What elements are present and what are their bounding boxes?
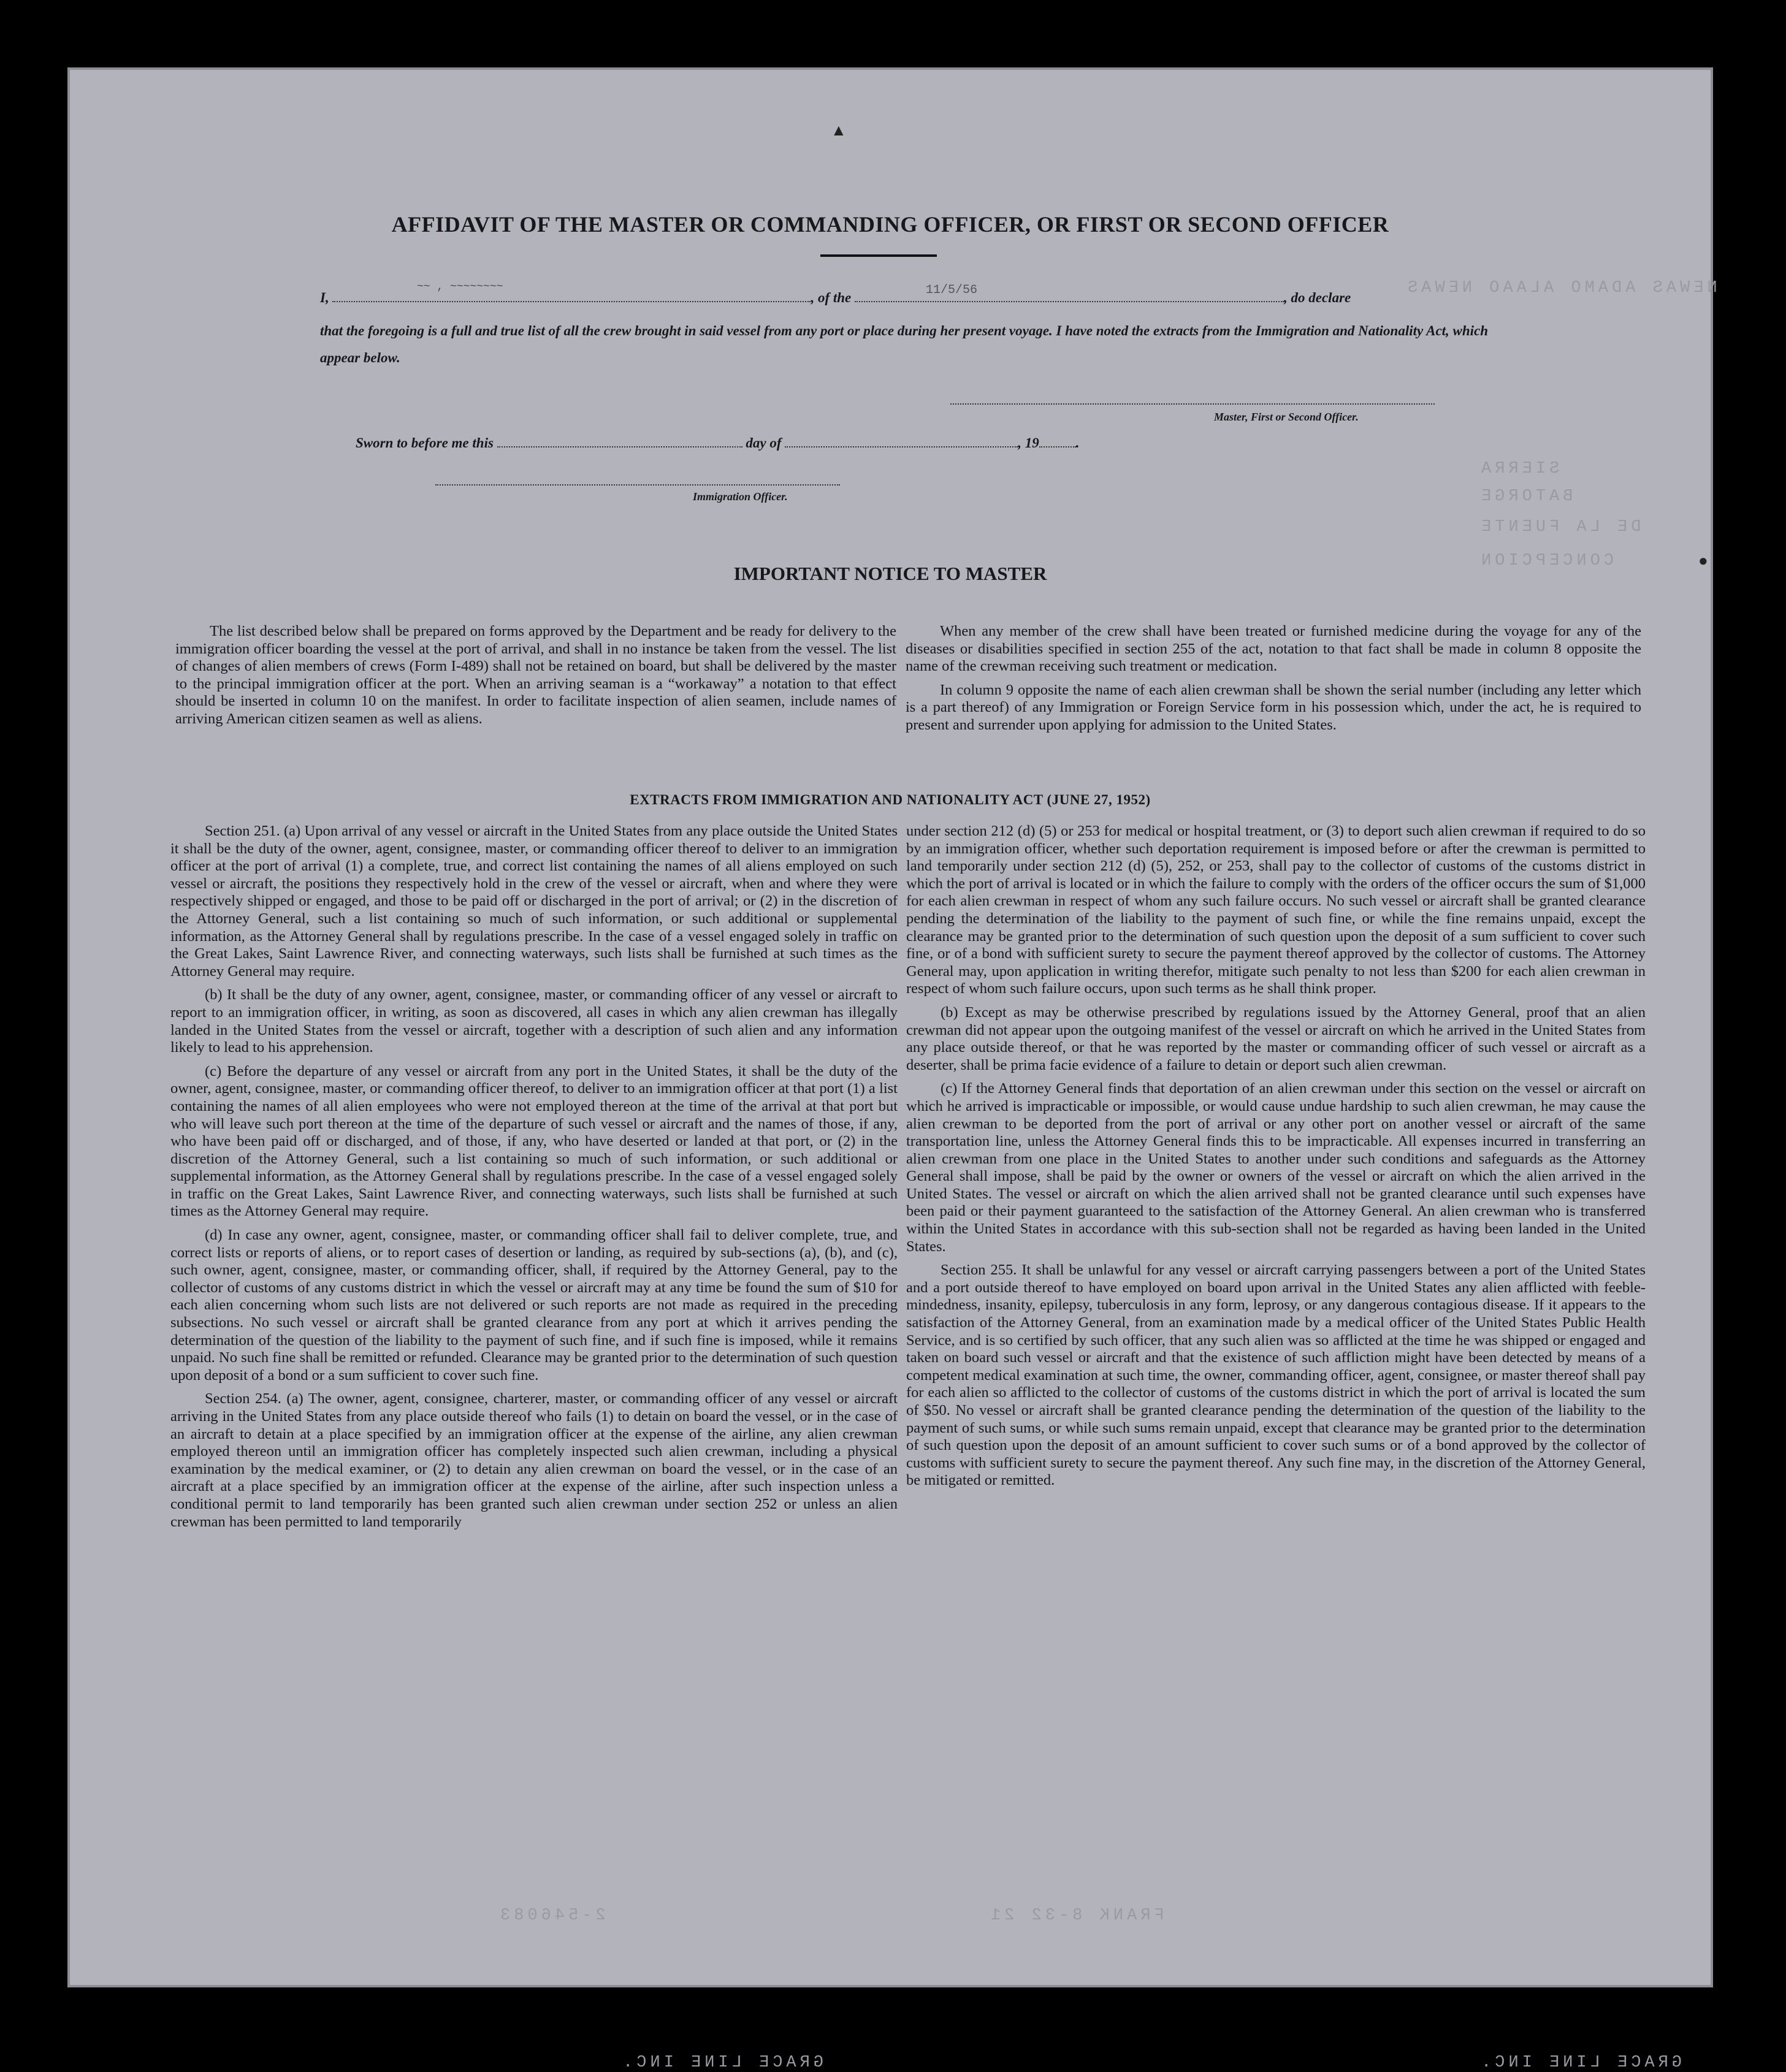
bleed-through-text: GRACE LINE INC. bbox=[619, 2054, 824, 2072]
bleed-through-text: FRANK 8-32 21 bbox=[987, 1906, 1164, 1925]
bleed-through-text: GRACE LINE INC. bbox=[1478, 2054, 1682, 2072]
immigration-officer-label: Immigration Officer. bbox=[693, 490, 788, 503]
sworn-prefix: Sworn to before me this bbox=[356, 435, 494, 451]
name-field[interactable] bbox=[332, 290, 811, 302]
signature-label: Master, First or Second Officer. bbox=[1214, 411, 1359, 423]
act-paragraph: (b) Except as may be otherwise prescribed by regulations issued by the Attorney General, proof that an alien crewman did not appear upon the outgoing manifest of the vessel or aircraft on which he arrived in the United States from any place outside thereof, or that he was reported by the master or commanding officer of such vessel or aircraft as a deserter, shall be prima facie evidence of a failure to detain or deport such alien crewman. bbox=[906, 1004, 1646, 1073]
handwritten-date: 11/5/56 bbox=[926, 283, 978, 297]
notice-left-column bbox=[175, 623, 896, 734]
sworn-line: Sworn to before me this day of , 19 . bbox=[356, 435, 1080, 451]
affidavit-title: AFFIDAVIT OF THE MASTER OR COMMANDING OFFICER, OR FIRST OR SECOND OFFICER bbox=[391, 212, 1389, 237]
signature-line[interactable] bbox=[950, 403, 1435, 405]
sworn-year-field[interactable] bbox=[1039, 435, 1076, 448]
declaration-body: that the foregoing is a full and true list of all the crew brought in said vessel from any port or place during her present voyage. I have noted the extracts from the Immigration and Nationality Act, which appear below. bbox=[320, 323, 1489, 365]
sworn-day-field[interactable] bbox=[497, 435, 742, 448]
declaration-do-declare-label: , do declare bbox=[1284, 290, 1351, 305]
bleed-through-text: CONCEPCION bbox=[1478, 552, 1614, 570]
margin-mark: ▲ bbox=[831, 121, 847, 139]
act-paragraph: Section 255. It shall be unlawful for any vessel or aircraft carrying passengers between a port of the United States and a port outside thereof to have employed on board upon arrival in the United States any alien afflicted with feeble-mindedness, insanity, epilepsy, tuberculosis in any form, leprosy, or any dangerous contagious disease. If it appears to the satisfaction of the Attorney General, from an examination made by a medical officer of the United States Public Health Service, and is so certified by such officer, that any such alien was so afflicted at the time he was shipped or engaged and taken on board such vessel or aircraft and that the existence of such affliction might have been detected by means of a competent medical examination at such time, the owner, commanding officer, agent, consignee, or master thereof shall pay for each alien so afflicted to the collector of customs of the customs district in which the port of arrival is located the sum of $50. No vessel or aircraft shall be granted clearance pending the determination of the question of the liability to the payment of such sums, or while such sums remain unpaid, except that clearance may be granted prior to the determination of such question upon the deposit of an amount sufficient to cover such sums or of a bond approved by the collector of customs with sufficient surety to secure the payment thereof. Any such fine may, in the discretion of the Attorney General, be mitigated or remitted. bbox=[906, 1262, 1646, 1489]
notice-paragraph: The list described below shall be prepared on forms approved by the Department and be ready for delivery to the immigration officer boarding the vessel at the port of arrival, and shall in no instance be taken from the vessel. The list of changes of alien members of crews (Form I-489) shall not be retained on board, but shall be delivered by the master to the principal immigration officer at the port. When an arriving seaman is a “workaway” a notation to that effect should be inserted in column 10 on the manifest. In order to facilitate inspection of alien seamen, include names of arriving American citizen seamen as well as aliens. bbox=[175, 623, 896, 727]
extracts-title: EXTRACTS FROM IMMIGRATION AND NATIONALITY ACT (JUNE 27, 1952) bbox=[630, 792, 1151, 807]
act-paragraph: (b) It shall be the duty of any owner, agent, consignee, master, or commanding officer of any vessel or aircraft to report to an immigration officer, in writing, as soon as discovered, all cases in which any alien crewman has illegally landed in the United States from the vessel or aircraft, together with a description of such alien and any information likely to lead to his apprehension. bbox=[170, 986, 898, 1056]
notice-title: IMPORTANT NOTICE TO MASTER bbox=[733, 563, 1047, 584]
act-left-column bbox=[170, 823, 898, 1537]
sworn-day-of: day of bbox=[746, 435, 782, 451]
act-paragraph: Section 251. (a) Upon arrival of any vessel or aircraft in the United States from any place outside the United States it shall be the duty of the owner, agent, consignee, master, or commanding officer thereof to deliver to an immigration officer at the port of arrival (1) a complete, true, and correct list containing the names of all aliens employed on such vessel or aircraft, the positions they respectively hold in the crew of the vessel or aircraft, when and where they were respectively shipped or engaged, and those to be paid off or discharged in the port of arrival; or (2) in the discretion of the Attorney General, such a list containing so much of such information, or such additional or supplemental information, as the Attorney General shall by regulations prescribe. In the case of a vessel engaged solely in traffic on the Great Lakes, Saint Lawrence River, and connecting waterways, such lists shall be furnished at such times as the Attorney General may require. bbox=[170, 823, 898, 980]
handwritten-name: ~~ , ~~~~~~~~ bbox=[417, 281, 503, 293]
bleed-through-text: BATORGE bbox=[1478, 487, 1573, 506]
bleed-through-text: NEWAS ADAMO ALAAO NEWAS bbox=[1404, 279, 1717, 297]
notice-paragraph: When any member of the crew shall have been treated or furnished medicine during the voyage for any of the diseases or disabilities specified in section 255 of the act, notation to that fact shall be made in column 8 opposite the name of the crewman receiving such treatment or medication. bbox=[906, 623, 1641, 675]
act-paragraph: (d) In case any owner, agent, consignee, master, or commanding officer shall fail to deliver complete, true, and correct lists or reports of aliens, or to report cases of desertion or landing, as required by sub-sections (a), (b), and (c), such owner, agent, consignee, master, or commanding officer, shall, if required by the Attorney General, pay to the collector of customs of any customs district in which the vessel or aircraft may at any time be found the sum of $10 for each alien concerning whom such lists are not delivered or such reports are not made as required in the preceding subsections. No such vessel or aircraft shall be granted clearance from any port at which it arrives pending the determination of the question of the liability to the payment of such fine, and if such fine is imposed, while it remains unpaid. No such fine shall be remitted or refunded. Clearance may be granted prior to the determination of such question upon deposit of a bond or a sum sufficient to cover such fine. bbox=[170, 1227, 898, 1384]
title-divider bbox=[820, 254, 937, 257]
act-paragraph: (c) Before the departure of any vessel or aircraft from any port in the United States, it shall be the duty of the owner, agent, consignee, master, or commanding officer thereof, to deliver to an immigration officer at that port (1) a list containing the names of all alien employees who were not employed thereon at the time of the arrival at that port but who will leave such port thereon at the time of the departure of such vessel or aircraft and the names of those, if any, who have been paid off or discharged, and of those, if any, who have deserted or landed at that port, or (2) in the discretion of the Attorney General, such a list containing so much of such information, or such additional or supplemental information, as the Attorney General shall by regulations prescribe. In the case of a vessel engaged solely in traffic on the Great Lakes, Saint Lawrence River, and connecting waterways, such lists shall be furnished at such times as the Attorney General may require. bbox=[170, 1062, 898, 1220]
immigration-officer-line[interactable] bbox=[435, 484, 840, 486]
act-right-column bbox=[906, 823, 1646, 1496]
act-paragraph: (c) If the Attorney General finds that deportation of an alien crewman under this section on the vessel or aircraft on which he arrived is impracticable or impossible, or would cause undue hardship to such alien crewman, he may cause the alien crewman to be deported from the port of arrival or any other port on another vessel or aircraft of the same transportation line, unless the Attorney General finds this to be impracticable. All expenses incurred in transferring an alien crewman from one place in the United States to another under such conditions and safeguards as the Attorney General shall impose, shall be paid by the owner or owners of the vessel or aircraft on which the alien arrived in the United States. The vessel or aircraft on which the alien arrived shall not be granted clearance until such expenses have been paid or their payment guaranteed to the satisfaction of the Attorney General. An alien crewman who is transferred within the United States in accordance with this sub-section shall not be regarded as having been landed in the United States. bbox=[906, 1080, 1646, 1255]
bleed-through-text: 2-546083 bbox=[497, 1906, 606, 1925]
document-page bbox=[67, 67, 1717, 2072]
sworn-year-label: , 19 bbox=[1018, 435, 1039, 451]
act-paragraph: under section 212 (d) (5) or 253 for medical or hospital treatment, or (3) to deport such alien crewman if required to do so by an immigration officer, whether such deportation requirement is imposed before or after the crewman is permitted to land temporarily under section 212 (d) (5), 252, or 253, shall pay to the collector of customs of the customs district in which the port of arrival is located or in which the failure to comply with the orders of the officer occurs the sum of $1,000 for each alien crewman in respect of whom any such failure occurs. No such vessel or aircraft shall be granted clearance pending the determination of the liability to the payment of such fine, or while the fine remains unpaid, except the clearance may be granted prior to the determination of such question upon the deposit of a sum sufficient to cover such fine, or of a bond with sufficient surety to secure the payment thereof approved by the collector of customs. The Attorney General may, upon application in writing therefor, mitigate such penalty to not less than $200 for each alien crewman in respect of whom such failure occurs, upon such terms as he shall think proper. bbox=[906, 823, 1646, 997]
margin-mark: ● bbox=[1698, 552, 1708, 569]
vessel-field[interactable] bbox=[855, 290, 1284, 302]
sworn-month-field[interactable] bbox=[785, 435, 1018, 448]
notice-right-column bbox=[906, 623, 1641, 741]
notice-paragraph: In column 9 opposite the name of each alien crewman shall be shown the serial number (including any letter which is a part thereof) of any Immigration or Foreign Service form in his possession which, under the act, he is required to present and surrender upon applying for admission to the United States. bbox=[906, 681, 1641, 733]
bleed-through-text: DE LA FUENTE bbox=[1478, 518, 1641, 536]
act-paragraph: Section 254. (a) The owner, agent, consignee, charterer, master, or commanding officer of any vessel or aircraft arriving in the United States from any place outside thereof who fails (1) to detain on board the vessel, or in the case of an aircraft to detain at a place specified by an immigration officer at the expense of the airline, any alien crewman employed thereon until an immigration officer has completely inspected such alien crewman, including a physical examination by the medical examiner, or (2) to detain any alien crewman on board the vessel, or in the case of an aircraft at a place specified by an immigration officer at the expense of the airline, after such inspection unless a conditional permit to land temporarily has been granted such alien crewman under section 252 or unless an alien crewman has been permitted to land temporarily bbox=[170, 1390, 898, 1530]
declaration-i-label: I, bbox=[320, 290, 329, 305]
declaration-of-the-label: , of the bbox=[811, 290, 852, 305]
bleed-through-text: SIERRA bbox=[1478, 460, 1560, 478]
